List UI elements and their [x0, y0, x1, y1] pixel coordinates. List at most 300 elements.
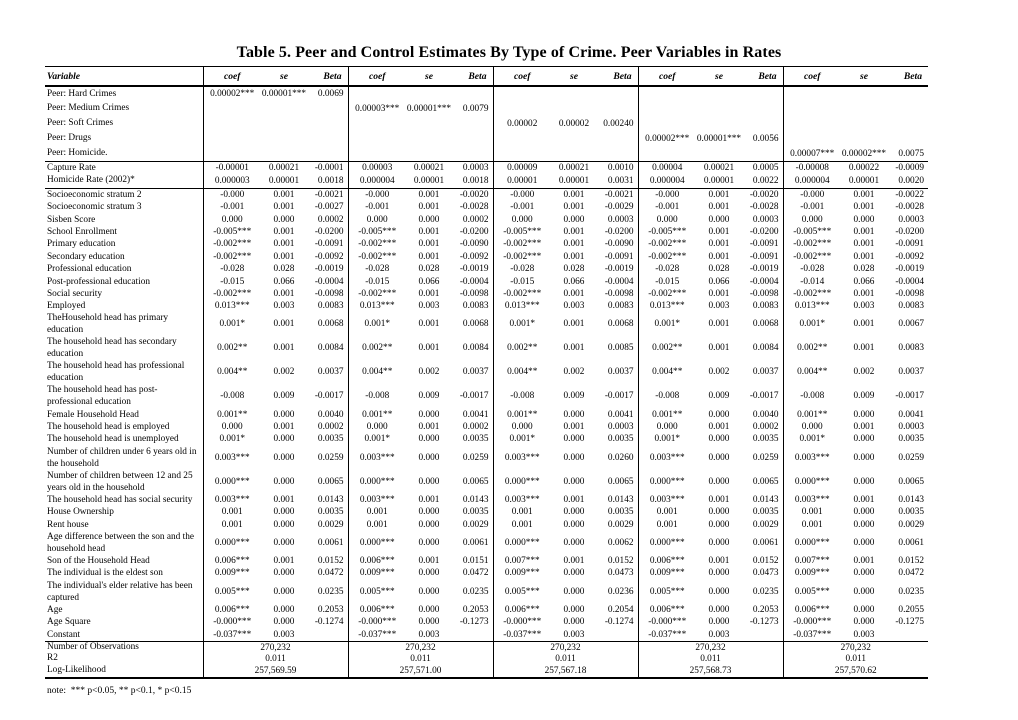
row-label: R2 [45, 653, 203, 665]
se-cell: 0.000 [853, 507, 875, 518]
beta-cell: -0.0004 [895, 276, 924, 287]
header-beta: Beta [452, 67, 493, 87]
row-label: Socioeconomic stratum 2 [45, 188, 203, 201]
beta-cell [742, 146, 783, 161]
se-cell [551, 131, 597, 146]
se-cell: 0.001 [418, 556, 440, 567]
coef-cell [783, 117, 841, 132]
se-cell: 0.001 [853, 251, 875, 262]
table-row [45, 531, 928, 555]
beta-cell: 0.0083 [307, 300, 348, 312]
beta-cell: -0.1273 [742, 616, 783, 628]
se-cell: 0.001 [273, 189, 295, 200]
coef-cell [783, 131, 841, 146]
se-cell: 0.000 [853, 568, 875, 579]
row-label: Peer: Hard Crimes [45, 86, 203, 102]
se-cell: 0.001 [708, 239, 730, 250]
table-row [45, 288, 928, 300]
se-cell: 0.028 [853, 264, 875, 275]
beta-cell: 0.0084 [452, 336, 493, 360]
coef-cell: 0.000 [366, 422, 388, 433]
beta-cell: 0.0002 [307, 213, 348, 225]
coef-cell: 0.003*** [794, 494, 830, 505]
beta-cell: -0.0017 [895, 391, 924, 402]
table-row [45, 238, 928, 250]
se-cell: 0.00002 [558, 118, 590, 129]
se-cell: 0.000 [708, 617, 730, 628]
se-cell [841, 131, 887, 146]
beta-cell: -0.0091 [597, 251, 638, 263]
se-cell: 0.000 [273, 519, 295, 530]
row-label: Primary education [45, 238, 203, 250]
se-cell: 0.003 [696, 628, 742, 641]
row-label: Number of Observations [45, 641, 203, 653]
table-row [45, 263, 928, 275]
table-row [45, 188, 928, 201]
se-cell: 0.001 [563, 226, 585, 237]
coef-cell: 0.013*** [214, 301, 250, 312]
beta-cell: -0.0004 [452, 275, 493, 287]
se-cell [261, 146, 307, 161]
table-row [45, 360, 928, 384]
stats-value-cell: 257,569.59 [203, 665, 348, 678]
coef-cell: 0.000*** [794, 537, 830, 548]
beta-cell: 0.0152 [742, 555, 783, 567]
beta-cell: 0.0143 [597, 494, 638, 506]
coef-cell: -0.000 [800, 189, 825, 200]
table-row [45, 102, 928, 117]
se-cell: 0.000 [853, 537, 875, 548]
stats-value-cell: 270,232 [493, 641, 638, 653]
beta-cell: 0.0083 [898, 301, 924, 312]
beta-cell: 0.0473 [742, 567, 783, 579]
beta-cell: 0.0068 [307, 312, 348, 336]
coef-cell [783, 102, 841, 117]
header-coef: coef [348, 67, 406, 87]
header-coef: coef [783, 67, 841, 87]
se-cell: 0.001 [563, 288, 585, 299]
coef-cell: -0.002*** [503, 288, 542, 299]
se-cell: 0.000 [708, 507, 730, 518]
beta-cell: 0.0003 [898, 422, 924, 433]
se-cell: 0.000 [563, 604, 585, 615]
table-row [45, 251, 928, 263]
coef-cell: 0.005*** [794, 586, 830, 597]
coef-cell: 0.006*** [214, 556, 250, 567]
header-beta: Beta [742, 67, 783, 87]
coef-cell: 0.000*** [214, 476, 250, 487]
coef-cell: -0.000 [655, 189, 680, 200]
se-cell: 0.000 [708, 214, 730, 225]
beta-cell: 0.0235 [898, 586, 924, 597]
beta-cell: 0.00240 [597, 117, 638, 132]
se-cell [696, 86, 742, 102]
row-label: Age difference between the son and the household head [45, 531, 203, 555]
coef-cell: 0.000*** [649, 537, 685, 548]
beta-cell: 0.0472 [452, 567, 493, 579]
se-cell: 0.000 [853, 434, 875, 445]
se-cell [406, 117, 452, 132]
beta-cell: 0.0037 [307, 360, 348, 384]
coef-cell: 0.000*** [649, 476, 685, 487]
se-cell: 0.003 [551, 628, 597, 641]
beta-cell: 0.0236 [597, 580, 638, 604]
table-row [45, 604, 928, 616]
beta-cell: -0.0098 [597, 288, 638, 300]
page-title: Table 5. Peer and Control Estimates By Type of Crime. Peer Variables in Rates [236, 44, 782, 61]
beta-cell: -0.0022 [895, 189, 924, 200]
stats-value-cell: 270,232 [840, 642, 871, 653]
table-row [45, 226, 928, 238]
se-cell: 0.066 [418, 276, 440, 287]
coef-cell: -0.005*** [648, 226, 687, 237]
se-cell: 0.000 [563, 537, 585, 548]
coef-cell: 0.001 [801, 519, 823, 530]
beta-cell: 0.0152 [307, 555, 348, 567]
se-cell: 0.002 [708, 367, 730, 378]
beta-cell [742, 117, 783, 132]
coef-cell [638, 102, 696, 117]
se-cell: 0.001 [853, 319, 875, 330]
se-cell: 0.000 [853, 617, 875, 628]
row-label: Peer: Drugs [45, 131, 203, 146]
coef-cell: -0.000*** [793, 617, 832, 628]
se-cell: 0.000 [418, 476, 440, 487]
se-cell: 0.000 [418, 507, 440, 518]
beta-cell [307, 131, 348, 146]
beta-cell: 0.0003 [898, 214, 924, 225]
coef-cell: 0.00002*** [645, 133, 690, 144]
beta-cell: -0.0028 [895, 202, 924, 213]
se-cell: 0.000 [853, 409, 875, 420]
beta-cell: 0.0035 [597, 433, 638, 445]
beta-cell: 0.0037 [742, 360, 783, 384]
coef-cell [493, 86, 551, 102]
coef-cell: -0.002*** [358, 288, 397, 299]
beta-cell [887, 131, 928, 146]
row-label: Homicide Rate (2002)* [45, 175, 203, 188]
coef-cell: 0.006*** [649, 604, 685, 615]
beta-cell: 0.0061 [307, 531, 348, 555]
row-label: The household head has professional education [45, 360, 203, 384]
coef-cell: 0.00002*** [210, 89, 255, 100]
beta-cell: 0.0035 [898, 507, 924, 518]
beta-cell: 0.0084 [307, 336, 348, 360]
beta-cell: 0.0061 [452, 531, 493, 555]
coef-cell: 0.009*** [794, 568, 830, 579]
row-label: The household head has post-professional education [45, 384, 203, 408]
coef-cell: -0.015 [510, 276, 535, 287]
se-cell: 0.000 [708, 586, 730, 597]
table-row [45, 653, 928, 665]
beta-cell: 0.0061 [898, 537, 924, 548]
beta-cell: 0.0259 [898, 452, 924, 463]
se-cell: 0.001 [273, 494, 295, 505]
table-row [45, 494, 928, 506]
coef-cell: -0.015 [655, 276, 680, 287]
header-se: se [841, 67, 887, 87]
se-cell: 0.000 [708, 434, 730, 445]
row-label: The individual's elder relative has been captured [45, 580, 203, 604]
beta-cell: 0.0235 [452, 580, 493, 604]
table-row [45, 470, 928, 494]
beta-cell: -0.0001 [307, 161, 348, 174]
beta-cell: 0.0002 [307, 421, 348, 433]
coef-cell: 0.003*** [649, 452, 685, 463]
beta-cell: 0.0085 [597, 336, 638, 360]
row-label: Capture Rate [45, 161, 203, 174]
coef-cell [783, 86, 841, 102]
coef-cell [203, 146, 261, 161]
coef-cell: -0.002*** [213, 251, 252, 262]
coef-cell: 0.005*** [214, 586, 250, 597]
se-cell: 0.000 [563, 568, 585, 579]
row-label: Professional education [45, 263, 203, 275]
coef-cell: -0.001 [655, 202, 680, 213]
se-cell: 0.000 [563, 617, 585, 628]
beta-cell: -0.0200 [895, 226, 924, 237]
coef-cell: 0.000 [221, 422, 243, 433]
coef-cell [638, 117, 696, 132]
beta-cell: 0.0075 [887, 146, 928, 161]
row-label: Number of children between 12 and 25 years old in the household [45, 470, 203, 494]
se-cell: 0.001 [853, 556, 875, 567]
beta-cell: 0.0235 [742, 580, 783, 604]
section-controls [45, 188, 928, 641]
se-cell: 0.000 [853, 476, 875, 487]
table-row [45, 518, 928, 530]
beta-cell: 0.0022 [742, 175, 783, 188]
se-cell: 0.009 [273, 391, 295, 402]
beta-cell: -0.0090 [597, 238, 638, 250]
se-cell: 0.000 [563, 214, 585, 225]
coef-cell: -0.028 [510, 264, 535, 275]
coef-cell: 0.013*** [359, 301, 395, 312]
se-cell: 0.000 [563, 409, 585, 420]
beta-cell: -0.0004 [597, 275, 638, 287]
se-cell [261, 131, 307, 146]
se-cell: 0.003 [853, 301, 875, 312]
se-cell: 0.001 [563, 251, 585, 262]
beta-cell: 0.0079 [452, 102, 493, 117]
coef-cell: 0.000 [801, 422, 823, 433]
se-cell: 0.00022 [848, 163, 880, 174]
coef-cell: 0.001** [652, 409, 683, 420]
se-cell [261, 102, 307, 117]
coef-cell: 0.001 [511, 519, 533, 530]
beta-cell: 0.0151 [452, 555, 493, 567]
se-cell [696, 146, 742, 161]
se-cell [841, 102, 887, 117]
beta-cell: -0.0200 [452, 226, 493, 238]
se-cell: 0.000 [273, 214, 295, 225]
se-cell: 0.001 [563, 556, 585, 567]
coef-cell: 0.000003 [203, 175, 261, 188]
beta-cell [452, 628, 493, 641]
coef-cell: -0.028 [365, 264, 390, 275]
se-cell: 0.000 [418, 586, 440, 597]
table-row [45, 275, 928, 287]
coef-cell: 0.001* [364, 434, 391, 445]
se-cell: 0.001 [853, 343, 875, 354]
coef-cell: 0.007*** [504, 556, 540, 567]
se-cell: 0.001 [708, 226, 730, 237]
coef-cell: 0.001* [799, 434, 826, 445]
coef-cell [203, 117, 261, 132]
coef-cell: 0.001 [366, 507, 388, 518]
se-cell: 0.001 [708, 319, 730, 330]
table-row [45, 161, 928, 174]
beta-cell: 0.0035 [452, 506, 493, 518]
coef-cell: -0.002*** [793, 288, 832, 299]
se-cell: 0.028 [273, 264, 295, 275]
beta-cell [452, 131, 493, 146]
coef-cell: 0.003*** [214, 452, 250, 463]
coef-cell: -0.037*** [348, 628, 406, 641]
beta-cell: -0.0091 [895, 239, 924, 250]
beta-cell [307, 102, 348, 117]
beta-cell: 0.0472 [307, 567, 348, 579]
table-row [45, 201, 928, 213]
beta-cell [887, 117, 928, 132]
se-cell: 0.028 [563, 264, 585, 275]
coef-cell: -0.002*** [358, 251, 397, 262]
se-cell: 0.001 [853, 226, 875, 237]
coef-cell: 0.003*** [214, 494, 250, 505]
coef-cell: -0.000*** [213, 617, 252, 628]
beta-cell: 0.0002 [742, 421, 783, 433]
beta-cell: 0.0065 [452, 470, 493, 494]
beta-cell: -0.0019 [742, 263, 783, 275]
coef-cell: 0.003*** [359, 452, 395, 463]
coef-cell: -0.037*** [493, 628, 551, 641]
beta-cell: -0.0004 [307, 275, 348, 287]
se-cell: 0.00001*** [696, 133, 742, 144]
table-row [45, 506, 928, 518]
coef-cell: 0.003*** [794, 452, 830, 463]
row-label: Female Household Head [45, 408, 203, 420]
table-row [45, 312, 928, 336]
se-cell: 0.001 [853, 494, 875, 505]
beta-cell: 0.0259 [452, 446, 493, 470]
beta-cell: 0.0062 [597, 531, 638, 555]
se-cell: 0.00001 [696, 175, 742, 188]
table-row [45, 446, 928, 470]
se-cell: 0.009 [708, 391, 730, 402]
beta-cell [452, 117, 493, 132]
coef-cell: 0.007*** [794, 556, 830, 567]
beta-cell [742, 86, 783, 102]
se-cell: 0.001 [708, 288, 730, 299]
se-cell: 0.001 [708, 556, 730, 567]
se-cell: 0.00001 [406, 175, 452, 188]
coef-cell: 0.001 [221, 519, 243, 530]
header-se: se [551, 67, 597, 87]
se-cell: 0.00021 [558, 163, 590, 174]
coef-cell: -0.002*** [648, 251, 687, 262]
coef-cell: 0.001* [364, 319, 391, 330]
se-cell: 0.001 [563, 422, 585, 433]
header-se: se [261, 67, 307, 87]
se-cell: 0.001 [563, 239, 585, 250]
coef-cell: 0.005*** [504, 586, 540, 597]
coef-cell: 0.00009 [507, 163, 538, 174]
coef-cell: 0.001* [654, 434, 681, 445]
beta-cell: 0.0065 [898, 476, 924, 487]
beta-cell: 0.0143 [307, 494, 348, 506]
se-cell: 0.001 [708, 422, 730, 433]
se-cell: 0.001 [853, 288, 875, 299]
beta-cell: 0.0041 [898, 409, 924, 420]
se-cell: 0.000 [418, 452, 440, 463]
coef-cell: -0.002*** [503, 251, 542, 262]
coef-cell: -0.002*** [213, 288, 252, 299]
coef-cell: -0.002*** [793, 239, 832, 250]
header-beta: Beta [307, 67, 348, 87]
coef-cell: 0.000*** [794, 476, 830, 487]
table-row [45, 421, 928, 433]
coef-cell: 0.000004 [348, 175, 406, 188]
se-cell: 0.000 [563, 586, 585, 597]
row-label: Log-Likelihood [45, 665, 203, 678]
beta-cell: 0.0152 [898, 556, 924, 567]
beta-cell [887, 86, 928, 102]
se-cell: 0.001 [273, 239, 295, 250]
coef-cell: 0.000 [656, 422, 678, 433]
se-cell: 0.002 [853, 367, 875, 378]
coef-cell: -0.002*** [503, 239, 542, 250]
beta-cell: 0.0152 [597, 555, 638, 567]
coef-cell: 0.005*** [649, 586, 685, 597]
coef-cell: 0.003*** [359, 494, 395, 505]
se-cell: 0.003 [563, 301, 585, 312]
se-cell: 0.000 [273, 568, 295, 579]
coef-cell: -0.001 [220, 202, 245, 213]
beta-cell: 0.2053 [452, 604, 493, 616]
beta-cell: 0.0035 [742, 433, 783, 445]
stats-value-cell: 257,567.18 [493, 665, 638, 678]
coef-cell: 0.013*** [504, 301, 540, 312]
beta-cell: 0.2053 [742, 604, 783, 616]
coef-cell [493, 131, 551, 146]
row-label: Peer: Homicide. [45, 146, 203, 161]
se-cell: 0.002 [418, 367, 440, 378]
se-cell: 0.000 [273, 604, 295, 615]
beta-cell: 0.0003 [452, 161, 493, 174]
se-cell [406, 131, 452, 146]
se-cell: 0.000 [708, 568, 730, 579]
beta-cell: 0.0143 [452, 494, 493, 506]
beta-cell: 0.0069 [307, 86, 348, 102]
se-cell: 0.000 [708, 519, 730, 530]
se-cell: 0.001 [418, 239, 440, 250]
se-cell: 0.000 [418, 617, 440, 628]
beta-cell: -0.0027 [307, 201, 348, 213]
se-cell: 0.001 [708, 189, 730, 200]
coef-cell: 0.004** [507, 367, 538, 378]
beta-cell: 0.0035 [307, 506, 348, 518]
se-cell: 0.000 [853, 214, 875, 225]
se-cell: 0.00001 [261, 175, 307, 188]
beta-cell: 0.0018 [452, 175, 493, 188]
se-cell: 0.001 [273, 226, 295, 237]
se-cell: 0.001 [708, 494, 730, 505]
coef-cell: -0.037*** [203, 628, 261, 641]
coef-cell: -0.000 [220, 189, 245, 200]
se-cell: 0.001 [273, 319, 295, 330]
coef-cell: 0.003*** [649, 494, 685, 505]
se-cell [696, 102, 742, 117]
